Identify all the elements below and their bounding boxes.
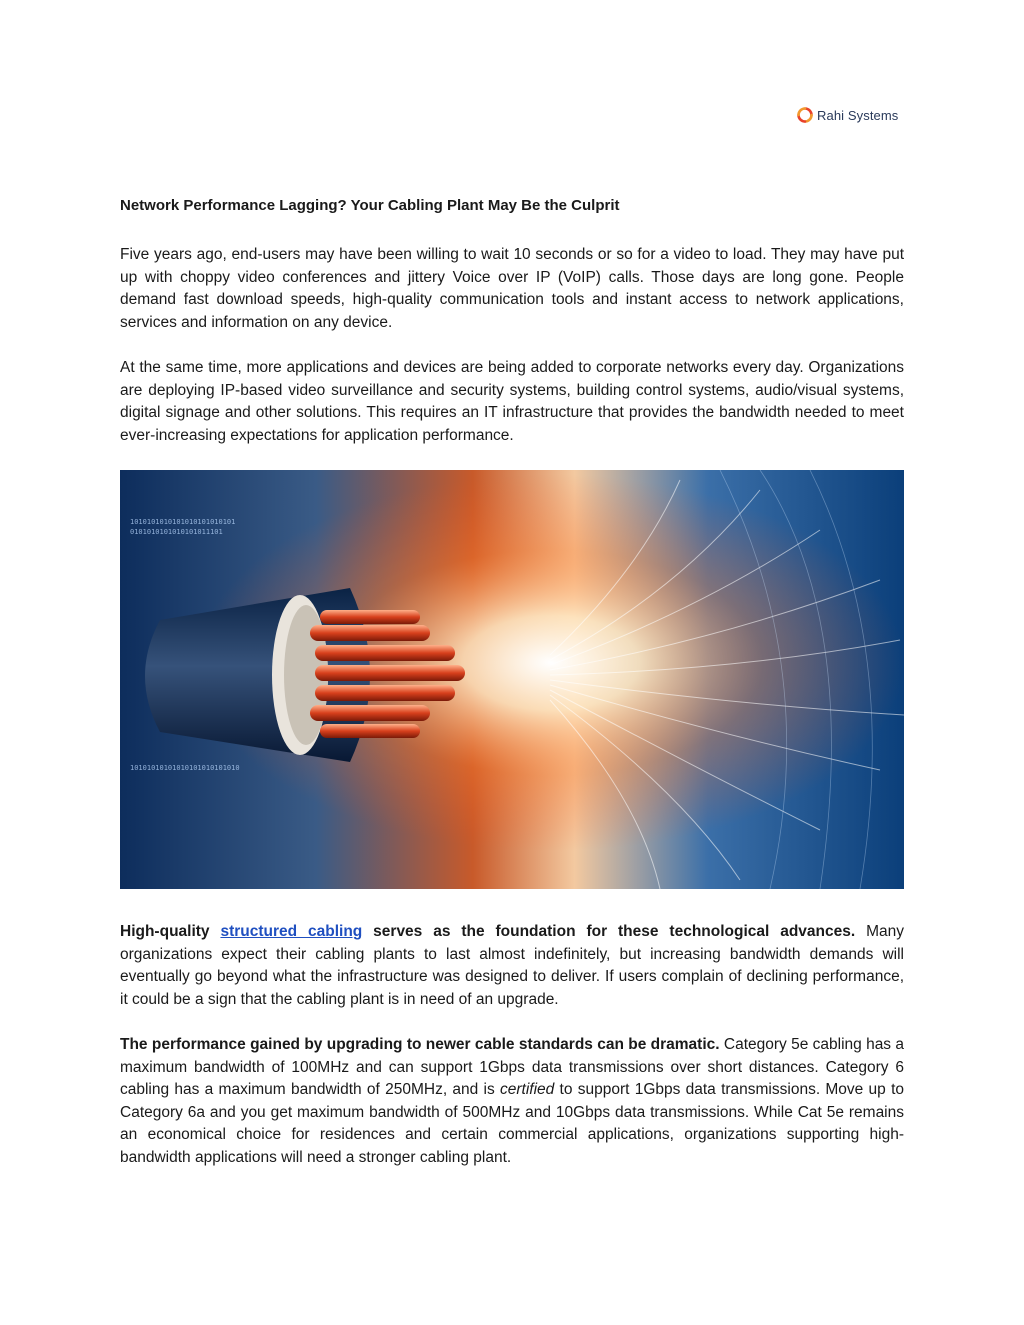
paragraph-3-body: Many organizations expect their cabling plants to last almost indefinitely, but increasing bandwidth demands will eventually go beyond what the infrastructure was designed to deliver. If users complain of declining performance, it could be a sign that the cabling plant is in need of an upgrade. (120, 923, 904, 1008)
brand-name: Rahi Systems (817, 107, 899, 123)
paragraph-4-italic: certified (499, 1081, 555, 1098)
paragraph-4-body-2: to support 1Gbps data transmissions. Move up to Category 6a and you get maximum bandwidth of 500MHz and 10Gbps data transmissions. While Cat 5e remains an economical choice for residences and certain commercial applications, organizations supporting high-bandwidth applications will need a stronger cabling plant. (120, 1081, 904, 1166)
paragraph-4-body-1: Category 5e cabling has a maximum bandwidth of 100MHz and can support 1Gbps data transmissions over short distances. Category 6 cabling has a maximum bandwidth of 250MHz, and is (120, 1036, 904, 1098)
paragraph-4 (120, 1034, 904, 1169)
structured-cabling-link[interactable]: structured cabling (220, 923, 363, 940)
header-logo (797, 107, 898, 123)
fiber-optic-cable-image (120, 470, 904, 889)
paragraph-2: At the same time, more applications and devices are being added to corporate networks every day. Organizations are deploying IP-based video surveillance and security systems, building control systems, audio/visual systems, digital signage and other solutions. This requires an IT infrastructure that provides the bandwidth needed to meet ever-increasing expectations for application performance. (120, 359, 904, 444)
binary-text-3: 10101010101010101010101010 (130, 764, 240, 772)
paragraph-1: Five years ago, end-users may have been willing to wait 10 seconds or so for a video to load. They may have put up with choppy video conferences and jittery Voice over IP (VoIP) calls. Those days are long gone. People demand fast download speeds, high-quality communication tools and instant access to network applications, services and information on any device. (120, 246, 904, 331)
binary-text-1: 1010101010101010101010101 (130, 518, 236, 526)
paragraph-3-lead-after: serves as the foundation for these technological advances. (362, 923, 856, 940)
article (120, 195, 904, 1192)
paragraph-3 (120, 921, 904, 1011)
rahi-logo-icon (797, 107, 813, 123)
article-title: Network Performance Lagging? Your Cabling Plant May Be the Culprit (120, 197, 620, 214)
paragraph-4-lead: The performance gained by upgrading to newer cable standards can be dramatic. (120, 1036, 720, 1053)
paragraph-3-lead-before: High-quality (120, 923, 221, 940)
binary-text-2: 0101010101010101011101 (130, 528, 223, 536)
